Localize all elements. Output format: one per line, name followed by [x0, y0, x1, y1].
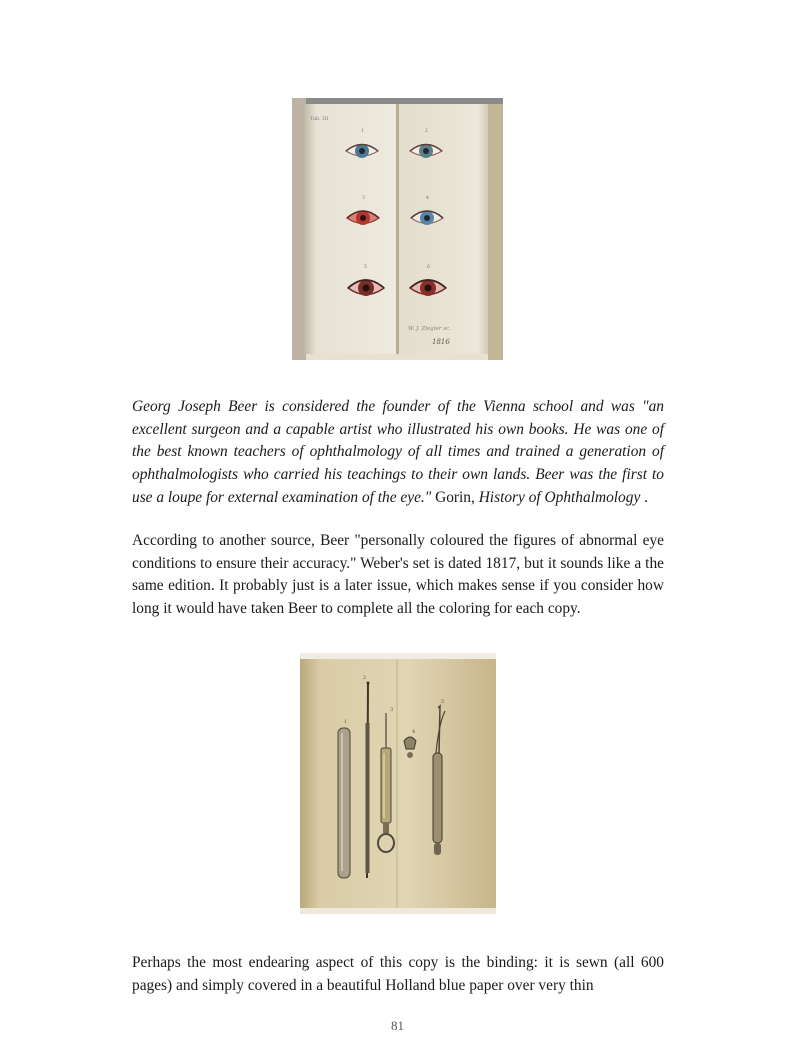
- svg-text:6: 6: [427, 265, 430, 270]
- svg-text:2: 2: [363, 675, 367, 681]
- svg-text:5: 5: [441, 699, 445, 705]
- gutter: [396, 104, 399, 354]
- svg-text:2: 2: [425, 129, 428, 134]
- paragraph-another-source: According to another source, Beer "personally coloured the figures of abnormal eye conditions to ensure their accuracy." Weber's set is dated 1817, but it sounds like a the same edition. It probably just is a later issue, which makes sense if you consider how long it would have taken Beer to complete all the coloring for each copy.: [132, 532, 664, 618]
- svg-text:4: 4: [412, 729, 416, 735]
- page-number: 81: [391, 1018, 404, 1033]
- svg-text:4: 4: [426, 196, 429, 201]
- svg-text:1: 1: [344, 719, 348, 725]
- plate-mark: Tab. III: [310, 116, 329, 122]
- book-title: History of Ophthalmology: [478, 488, 641, 506]
- right-page: [398, 104, 492, 354]
- instrument-1-case: [338, 728, 350, 878]
- quote-author: Gorin,: [431, 488, 479, 506]
- svg-text:1816: 1816: [432, 338, 450, 346]
- svg-text:5: 5: [364, 265, 367, 270]
- svg-text:1: 1: [361, 129, 364, 134]
- engraver-signature: W. J. Ziegler sc.: [408, 326, 451, 332]
- left-page: [302, 104, 398, 354]
- quote-text: Georg Joseph Beer is considered the founder of the Vienna school and was "an excellent surgeon and a capable artist who illustrated his own books. He was one of the best known teachers of ophthalmology of all times and trained a generation of ophthalmologists who carried his teachings to their own lands. Beer was the first to use a loupe for external examination of the eye.": [132, 398, 664, 506]
- paragraph-binding: Perhaps the most endearing aspect of this copy is the binding: it is sewn (all 600 pages) and simply covered in a beautiful Holland blue paper over very thin: [132, 954, 664, 994]
- eye-plate-photo: [292, 98, 503, 360]
- quote-end: .: [640, 488, 648, 506]
- paragraph-beer-quote: [132, 396, 664, 510]
- svg-text:3: 3: [362, 196, 365, 201]
- instruments-plate-photo: [300, 653, 496, 914]
- svg-text:3: 3: [390, 707, 394, 713]
